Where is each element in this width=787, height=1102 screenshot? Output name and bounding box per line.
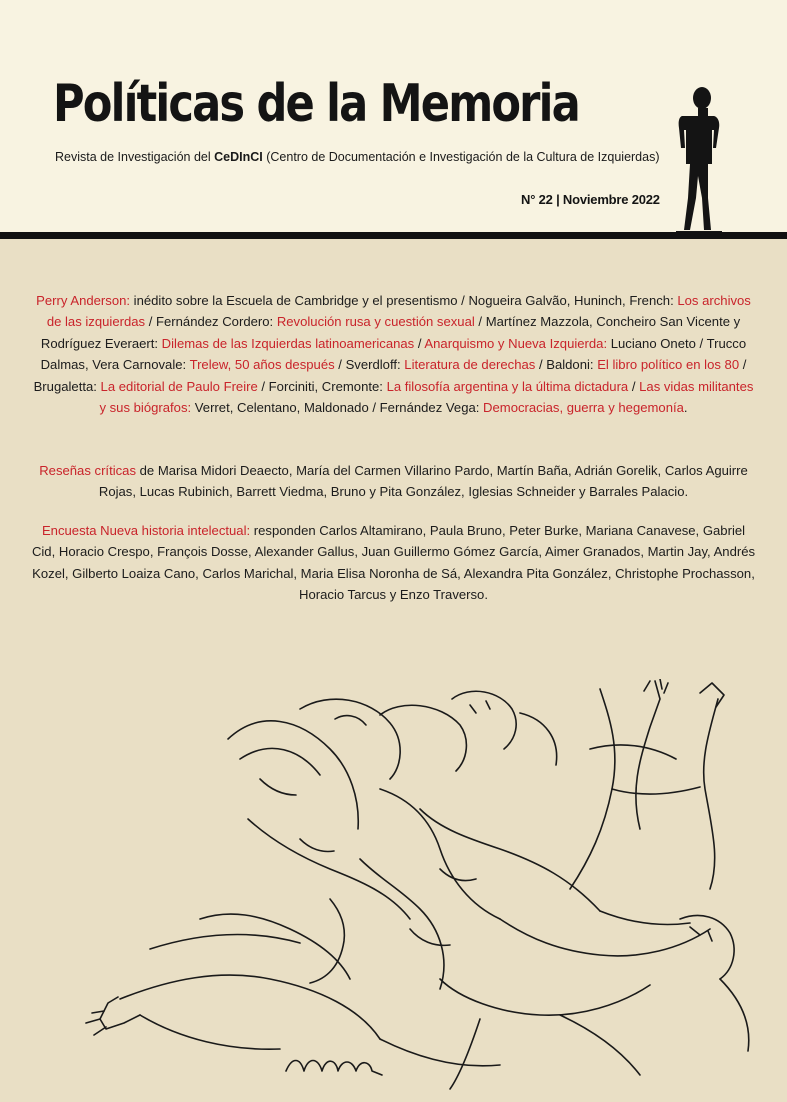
articles-highlight: Revolución rusa y cuestión sexual <box>276 314 475 330</box>
articles-highlight: Los archivos de las izquierdas <box>46 293 751 330</box>
articles-text: Verret, Celentano, Maldonado / Fernández Vega: <box>191 400 484 416</box>
articles-highlight: La editorial de Paulo Freire <box>100 378 258 394</box>
header-divider <box>0 232 787 239</box>
cover-header <box>0 0 787 233</box>
reviews-text: de Marisa Midori Deaecto, María del Carmen Villarino Pardo, Martín Baña, Adrián Gorelik, Carlos Aguirre Rojas, Lucas Rubinich, Barrett Viedma, Bruno y Pita González, Iglesias Schneider y Barrales Palacio. <box>98 463 748 500</box>
articles-text: / Fernández Cordero: <box>145 314 277 330</box>
subtitle-institution: CeDInCI <box>214 150 263 164</box>
standing-figure-icon <box>668 86 728 234</box>
articles-highlight: El libro político en los 80 <box>597 357 740 373</box>
articles-text: / <box>628 378 640 394</box>
articles-highlight: Dilemas de las Izquierdas latinoamericanas <box>161 335 415 351</box>
articles-highlight: Literatura de derechas <box>404 357 536 373</box>
articles-text: inédito sobre la Escuela de Cambridge y el presentismo / Nogueira Galvão, Huninch, French: <box>130 293 678 308</box>
articles-highlight: Perry Anderson: <box>36 293 131 308</box>
reviews-highlight: Reseñas críticas <box>39 463 136 478</box>
articles-highlight: Anarquismo y Nueva Izquierda: <box>424 335 608 351</box>
reviews-summary <box>30 460 757 503</box>
issue-number: N° 22 | Noviembre 2022 <box>521 192 660 207</box>
journal-title: Políticas de la Memoria <box>53 74 579 134</box>
articles-highlight: Democracias, guerra y hegemonía <box>483 400 684 416</box>
survey-summary <box>30 520 757 606</box>
articles-highlight: Las vidas militantes y sus biógrafos: <box>99 378 754 416</box>
articles-text: / Forciniti, Cremonte: <box>257 378 387 394</box>
articles-text: / <box>414 335 425 351</box>
articles-summary <box>30 290 757 418</box>
articles-highlight: La filosofía argentina y la última dictadura <box>386 378 629 394</box>
articles-text: Luciano Oneto / Trucco Dalmas, Vera Carnovale: <box>40 335 747 373</box>
subtitle-suffix: (Centro de Documentación e Investigación de la Cultura de Izquierdas) <box>262 150 660 164</box>
articles-text: / Brugaletta: <box>33 357 747 394</box>
survey-highlight: Encuesta Nueva historia intelectual: <box>41 523 251 538</box>
ink-drawing-illustration <box>0 679 787 1099</box>
journal-subtitle <box>55 150 660 164</box>
articles-text: / Sverdloff: <box>334 357 405 373</box>
subtitle-prefix: Revista de Investigación del <box>55 150 215 164</box>
articles-text: . <box>683 400 688 416</box>
articles-highlight: Trelew, 50 años después <box>189 357 335 373</box>
articles-text: / Martínez Mazzola, Concheiro San Vicente y Rodríguez Everaert: <box>40 314 741 351</box>
survey-text: responden Carlos Altamirano, Paula Bruno, Peter Burke, Mariana Canavese, Gabriel Cid, Horacio Crespo, François Dosse, Alexander Gallus, Juan Guillermo Gómez García, Aimer Granados, Martin Jay, Andrés Kozel, Gilberto Loaiza Cano, Carlos Marichal, Maria Elisa Noronha de Sá, Alexandra Pita González, Christophe Prochasson, Horacio Tarcus y Enzo Traverso. <box>31 523 756 603</box>
articles-text: / Baldoni: <box>535 357 598 373</box>
cover-body <box>0 239 787 1102</box>
